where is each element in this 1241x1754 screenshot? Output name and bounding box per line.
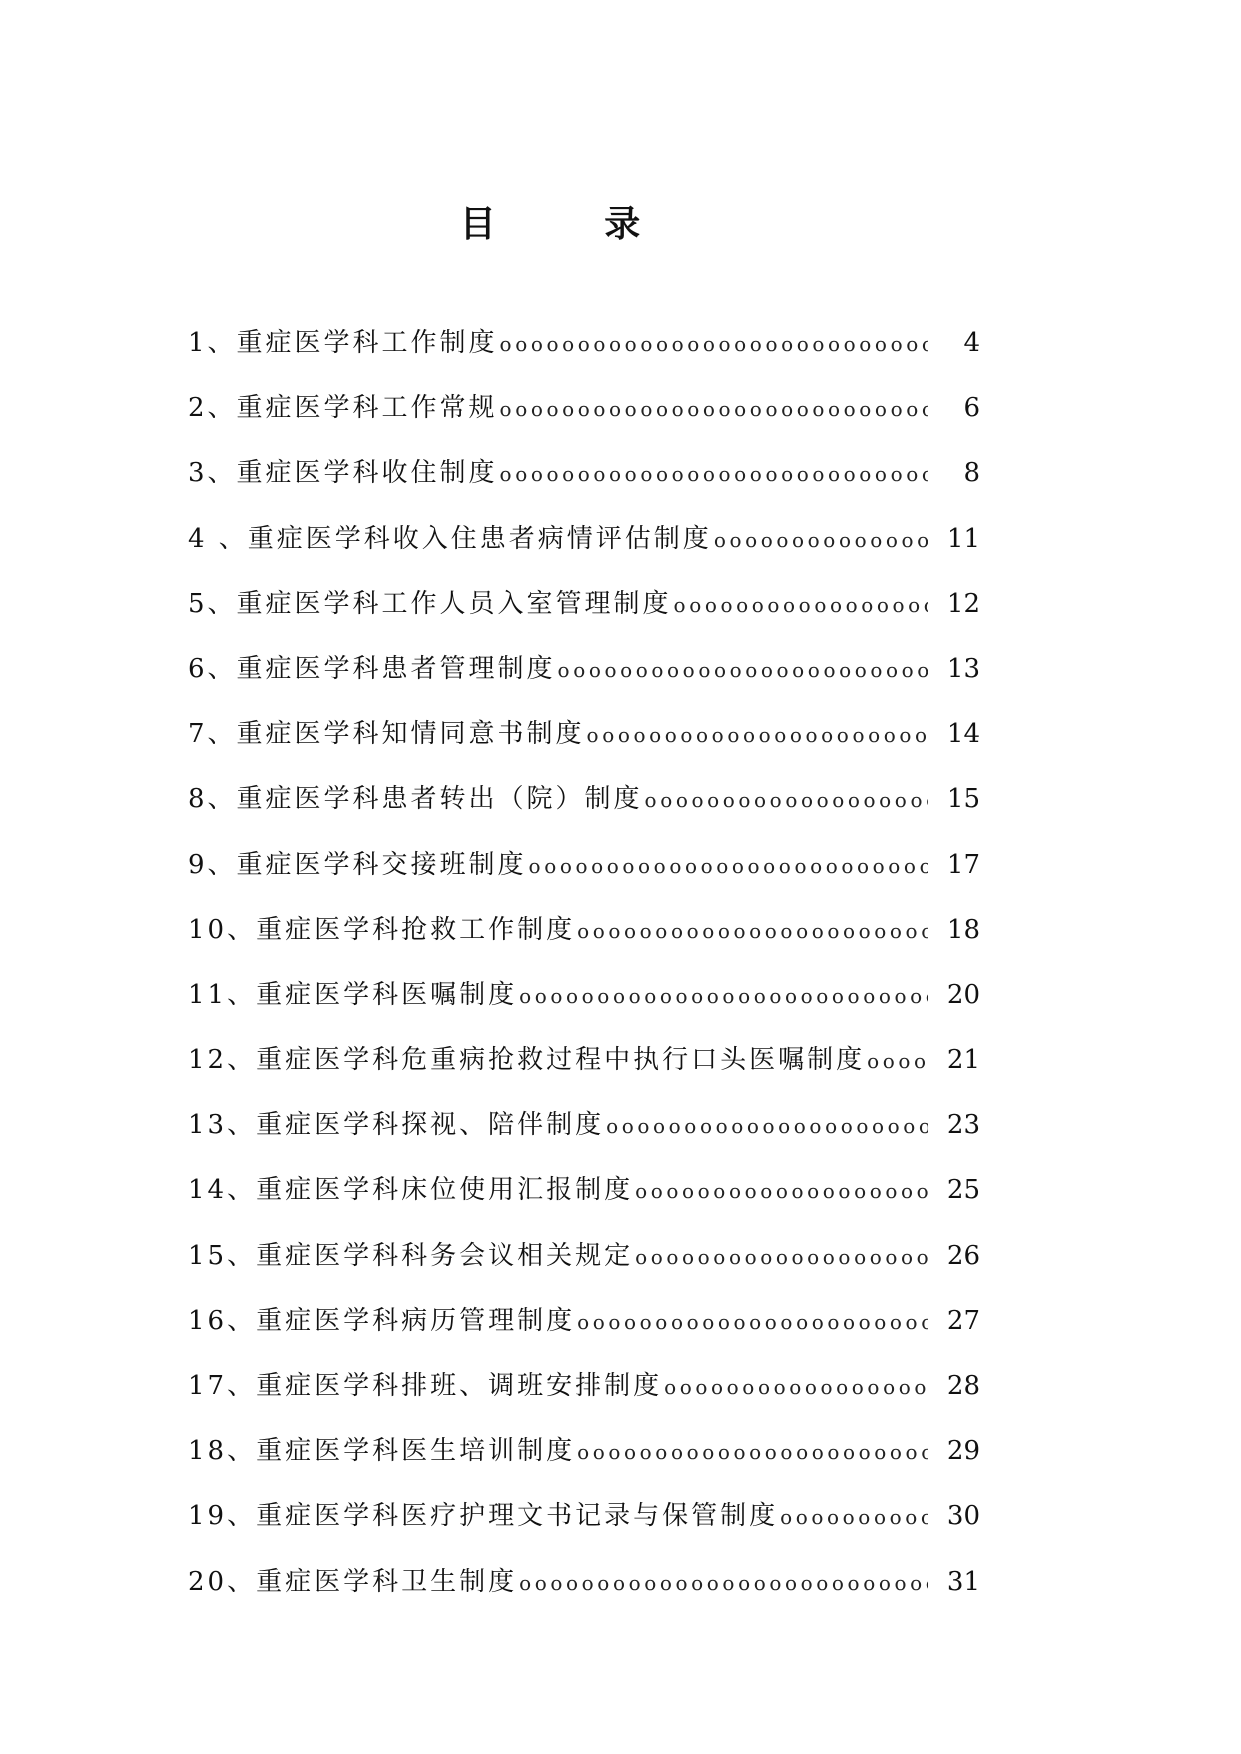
toc-entry[interactable]: [188, 1173, 980, 1238]
toc-entry-title: 13、重症医学科探视、陪伴制度: [188, 1110, 605, 1141]
toc-leader-dots: [500, 457, 928, 491]
table-of-contents: [188, 326, 980, 1630]
toc-page-number: 17: [946, 849, 980, 880]
toc-page-number: 18: [946, 914, 980, 945]
toc-page-number: 8: [963, 458, 980, 489]
toc-page-number: 12: [946, 588, 980, 619]
toc-entry[interactable]: [188, 1239, 980, 1304]
toc-leader-dots: [867, 1044, 928, 1078]
toc-leader-dots: [519, 979, 928, 1013]
toc-page-number: 15: [946, 784, 980, 815]
toc-page-number: 13: [946, 653, 980, 684]
toc-page-number: 26: [946, 1240, 980, 1271]
toc-entry[interactable]: [188, 326, 980, 391]
toc-leader-dots: [577, 1435, 928, 1469]
toc-entry[interactable]: [188, 456, 980, 521]
toc-entry[interactable]: [188, 913, 980, 978]
toc-entry[interactable]: [188, 1434, 980, 1499]
toc-page-number: 21: [946, 1045, 980, 1076]
toc-entry-title: 11、重症医学科医嘱制度: [188, 979, 518, 1010]
toc-leader-dots: [674, 588, 928, 622]
toc-entry-title: 16、重症医学科病历管理制度: [188, 1305, 576, 1336]
toc-leader-dots: [500, 392, 928, 426]
toc-entry-title: 5、重症医学科工作人员入室管理制度: [188, 588, 672, 619]
toc-entry-title: 12、重症医学科危重病抢救过程中执行口头医嘱制度: [188, 1045, 866, 1076]
page-title: 目 录: [459, 203, 689, 245]
toc-page-number: 31: [946, 1566, 980, 1597]
toc-entry[interactable]: [188, 717, 980, 782]
toc-page-number: 28: [946, 1371, 980, 1401]
toc-page-number: 6: [963, 393, 980, 424]
toc-entry[interactable]: [188, 1108, 980, 1173]
toc-entry-title: 19、重症医学科医疗护理文书记录与保管制度: [188, 1501, 779, 1532]
toc-leader-dots: [645, 783, 928, 817]
toc-leader-dots: [780, 1500, 928, 1534]
toc-entry[interactable]: [188, 587, 980, 652]
toc-page-number: 23: [946, 1110, 980, 1141]
toc-entry-title: 18、重症医学科医生培训制度: [188, 1436, 576, 1467]
toc-leader-dots: [519, 1566, 928, 1600]
toc-entry[interactable]: [188, 978, 980, 1043]
toc-entry-title: 20、重症医学科卫生制度: [188, 1566, 518, 1597]
toc-entry-title: 6、重症医学科患者管理制度: [188, 653, 556, 684]
toc-leader-dots: [606, 1109, 928, 1143]
toc-entry[interactable]: [188, 782, 980, 847]
toc-entry[interactable]: [188, 848, 980, 913]
toc-entry[interactable]: [188, 1565, 980, 1630]
toc-entry-title: 7、重症医学科知情同意书制度: [188, 719, 585, 750]
toc-page-number: 30: [946, 1501, 980, 1532]
toc-entry[interactable]: [188, 1499, 980, 1564]
toc-leader-dots: [635, 1240, 928, 1274]
toc-page-number: 27: [946, 1305, 980, 1336]
toc-entry-title: 14、重症医学科床位使用汇报制度: [188, 1175, 634, 1206]
toc-entry-title: 10、重症医学科抢救工作制度: [188, 914, 576, 945]
toc-leader-dots: [635, 1174, 928, 1208]
toc-entry-title: 4 、重症医学科收入住患者病情评估制度: [188, 523, 712, 554]
toc-page-number: 20: [946, 979, 980, 1010]
toc-entry[interactable]: [188, 391, 980, 456]
toc-entry-title: 2、重症医学科工作常规: [188, 393, 498, 424]
toc-entry-title: 1、重症医学科工作制度: [188, 328, 498, 358]
toc-leader-dots: [500, 327, 928, 361]
toc-entry[interactable]: [188, 522, 980, 587]
toc-entry[interactable]: [188, 1043, 980, 1108]
toc-entry-title: 15、重症医学科科务会议相关规定: [188, 1240, 634, 1271]
toc-entry-title: 8、重症医学科患者转出（院）制度: [188, 784, 643, 815]
toc-page-number: 29: [946, 1436, 980, 1467]
toc-leader-dots: [558, 653, 928, 687]
toc-entry-title: 17、重症医学科排班、调班安排制度: [188, 1371, 663, 1401]
toc-entry[interactable]: [188, 1304, 980, 1369]
toc-entry[interactable]: [188, 652, 980, 717]
toc-leader-dots: [664, 1370, 928, 1404]
toc-entry-title: 3、重症医学科收住制度: [188, 458, 498, 489]
toc-entry-title: 9、重症医学科交接班制度: [188, 849, 527, 880]
toc-leader-dots: [577, 1305, 928, 1339]
toc-page-number: 4: [963, 328, 980, 358]
toc-leader-dots: [529, 849, 928, 883]
toc-page-number: 25: [946, 1175, 980, 1206]
toc-leader-dots: [577, 914, 928, 948]
toc-page-number: 14: [946, 719, 980, 750]
toc-leader-dots: [714, 523, 928, 557]
toc-entry[interactable]: [188, 1369, 980, 1434]
toc-leader-dots: [587, 718, 928, 752]
toc-page-number: 11: [946, 523, 980, 554]
